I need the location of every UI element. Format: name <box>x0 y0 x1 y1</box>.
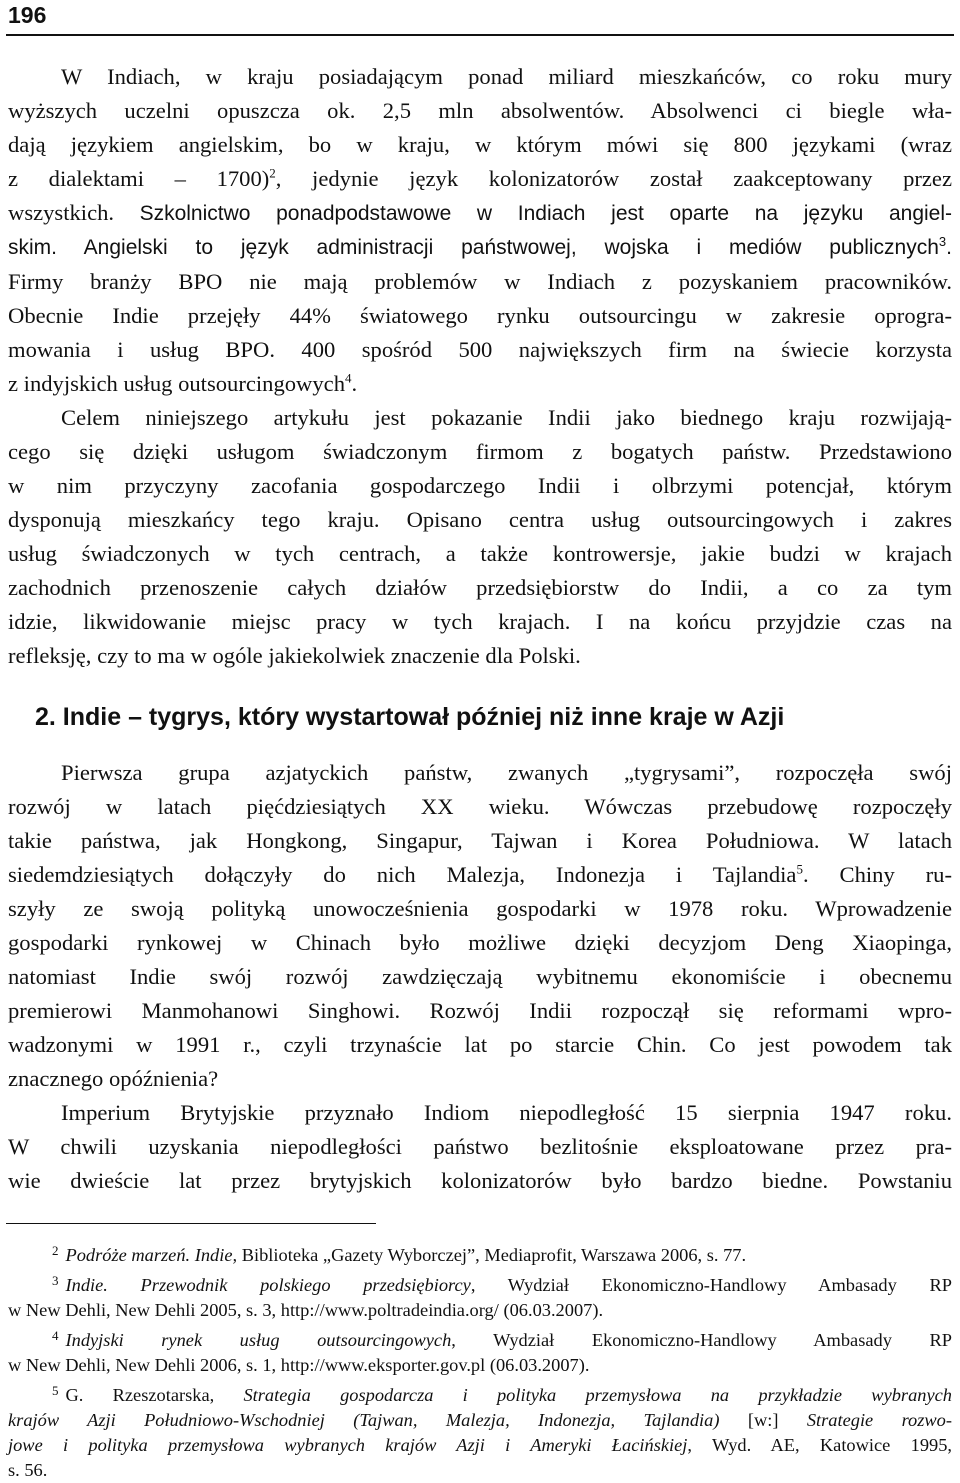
text-segment: Biblioteka „Gazety Wyborczej”, Mediaprofit, Warszawa 2006, s. 77. <box>237 1245 747 1265</box>
text-line <box>8 196 952 231</box>
text-line: wadzonymi w 1991 r., czyli trzynaście lat po starcie Chin. Co jest powodem tak <box>8 1032 952 1057</box>
header-rule <box>6 34 954 36</box>
text-line <box>8 1268 952 1298</box>
text-line: zachodnich przenoszenie całych działów przedsiębiorstw do Indii, a co za tym <box>8 575 952 600</box>
text-line <box>8 367 952 401</box>
text-segment: Strategie rozwo- <box>806 1410 952 1430</box>
text-segment: jowe i polityka przemysłowa wybranych krajów Azji i Ameryki Łacińskiej <box>8 1435 688 1455</box>
text-line: szyły ze swoją polityką unowocześnienia gospodarki w 1978 roku. Wprowadzenie <box>8 896 952 921</box>
text-segment: , Wyd. AE, Katowice 1995, <box>687 1435 952 1455</box>
text-line <box>8 231 952 265</box>
text-line: idzie, likwidowanie miejsc pracy w tych krajach. I na końcu przyjdzie czas na <box>8 609 952 634</box>
text-line: w nim przyczyny zacofania gospodarczego Indii i olbrzymi potencjał, którym <box>8 473 952 498</box>
footnote-ref: 4 <box>345 370 352 386</box>
paragraph-intro <box>8 60 952 401</box>
page-number: 196 <box>8 2 47 28</box>
text-line: natomiast Indie swój rozwój zawdzięczają wybitnemu ekonomiście i obecnemu <box>8 964 952 989</box>
text-segment: z dialektami – 1700) <box>8 166 270 191</box>
footnote-ref: 5 <box>796 861 803 877</box>
text-line: wie dwieście lat przez brytyjskich kolonizatorów było bardzo biedne. Powstaniu <box>8 1168 952 1193</box>
text-segment: . Chiny ru- <box>802 862 952 887</box>
footnote-number: 2 <box>52 1243 59 1258</box>
text-line: W Indiach, w kraju posiadającym ponad miliard mieszkańców, co roku mury <box>61 64 952 89</box>
text-segment: [w:] <box>719 1410 807 1430</box>
text-segment: krajów Azji Południowo-Wschodniej (Tajwan, Malezja, Indonezja, Tajlandia) <box>8 1410 720 1430</box>
text-line: premierowi Manmohanowi Singhowi. Rozwój Indii rozpoczął się reformami wpro- <box>8 998 952 1023</box>
text-segment: z indyjskich usług outsourcingowych <box>8 371 345 396</box>
text-line: refleksję, czy to ma w ogóle jakiekolwiek znaczenie dla Polski. <box>8 643 581 668</box>
text-line: w New Dehli, New Dehli 2006, s. 1, http://www.eksporter.gov.pl (06.03.2007). <box>8 1355 590 1375</box>
text-line <box>8 1378 952 1408</box>
footnote <box>8 1378 952 1483</box>
main-text <box>8 60 952 1198</box>
text-segment: Indyjski rynek usług outsourcingowych <box>65 1330 452 1350</box>
paragraph-independence <box>8 1096 952 1198</box>
text-line: W chwili uzyskania niepodległości państwo bezlitośnie eksploatowane przez pra- <box>8 1134 952 1159</box>
text-segment: Podróże marzeń. Indie, <box>65 1245 238 1265</box>
footnote-number: 5 <box>52 1383 59 1398</box>
text-segment: , Wydział Ekonomiczno-Handlowy Ambasady RP <box>470 1275 952 1295</box>
section-heading: 2. Indie – tygrys, który wystartował później niż inne kraje w Azji <box>35 703 785 731</box>
text-line: s. 56. <box>8 1460 48 1480</box>
footnote <box>8 1268 952 1323</box>
text-line <box>8 162 952 196</box>
text-line <box>8 858 952 892</box>
text-segment: , Wydział Ekonomiczno-Handlowy Ambasady RP <box>451 1330 952 1350</box>
footnote-ref: 2 <box>269 165 276 181</box>
paragraph-aim <box>8 401 952 673</box>
text-line: Imperium Brytyjskie przyznało Indiom niepodległość 15 sierpnia 1947 roku. <box>61 1100 952 1125</box>
text-line: takie państwa, jak Hongkong, Singapur, Tajwan i Korea Południowa. W latach <box>8 828 952 853</box>
text-segment: skim. Angielski to język administracji państwowej, wojska i mediów publicznych <box>8 236 939 259</box>
text-line: dają językiem angielskim, bo w kraju, w którym mówi się 800 językami (wraz <box>8 132 952 157</box>
text-line: w New Dehli, New Dehli 2005, s. 3, http://www.poltradeindia.org/ (06.03.2007). <box>8 1300 604 1320</box>
text-segment: , jedynie język kolonizatorów został zaakceptowany przez <box>275 166 952 191</box>
text-line: znacznego opóźnienia? <box>8 1066 219 1091</box>
text-line: Celem niniejszego artykułu jest pokazanie Indii jako biednego kraju rozwijają- <box>61 405 952 430</box>
footnotes <box>8 1238 952 1483</box>
text-line <box>8 1433 952 1458</box>
footnote <box>8 1238 952 1268</box>
footnote-number: 3 <box>52 1273 59 1288</box>
text-line: wyższych uczelni opuszcza ok. 2,5 mln absolwentów. Absolwenci ci biegle wła- <box>8 98 952 123</box>
paragraph-tigers <box>8 756 952 1096</box>
text-line <box>8 1238 952 1268</box>
text-line: Firmy branży BPO nie mają problemów w Indiach z pozyskaniem pracowników. <box>8 269 952 294</box>
footnote <box>8 1323 952 1378</box>
text-line <box>8 1323 952 1353</box>
footnote-ref: 3 <box>938 234 947 249</box>
text-segment: wszystkich. <box>8 200 115 225</box>
text-line: gospodarki rynkowej w Chinach było możliwe dzięki decyzjom Deng Xiaopinga, <box>8 930 952 955</box>
text-line: mowania i usług BPO. 400 spośród 500 największych firm na świecie korzysta <box>8 337 952 362</box>
text-line: usług świadczonych w tych centrach, a także kontrowersje, jakie budzi w krajach <box>8 541 952 566</box>
text-line: dysponują mieszkańcy tego kraju. Opisano centra usług outsourcingowych i zakres <box>8 507 952 532</box>
text-line: Pierwsza grupa azjatyckich państw, zwanych „tygrysami”, rozpoczęła swój <box>61 760 952 785</box>
text-line: Obecnie Indie przejęły 44% światowego rynku outsourcingu w zakresie oprogra- <box>8 303 952 328</box>
text-line <box>8 1408 952 1433</box>
text-segment: G. Rzeszotarska, <box>65 1385 244 1405</box>
text-line: cego się dzięki usługom świadczonym firmom z bogatych państw. Przedstawiono <box>8 439 952 464</box>
footnote-rule <box>6 1223 376 1224</box>
footnote-number: 4 <box>52 1328 59 1343</box>
text-segment: siedemdziesiątych dołączyły do nich Malezja, Indonezja i Tajlandia <box>8 862 797 887</box>
text-segment: Strategia gospodarcza i polityka przemysłowa na przykładzie wybranych <box>243 1385 952 1405</box>
text-segment: . <box>946 236 952 259</box>
text-segment: Szkolnictwo ponadpodstawowe w Indiach jest oparte na języku angiel- <box>139 202 953 225</box>
text-line: rozwój w latach pięćdziesiątych XX wieku. Wówczas przebudowę rozpoczęły <box>8 794 952 819</box>
text-segment: Indie. Przewodnik polskiego przedsiębiorcy <box>65 1275 471 1295</box>
text-segment: . <box>351 371 358 396</box>
